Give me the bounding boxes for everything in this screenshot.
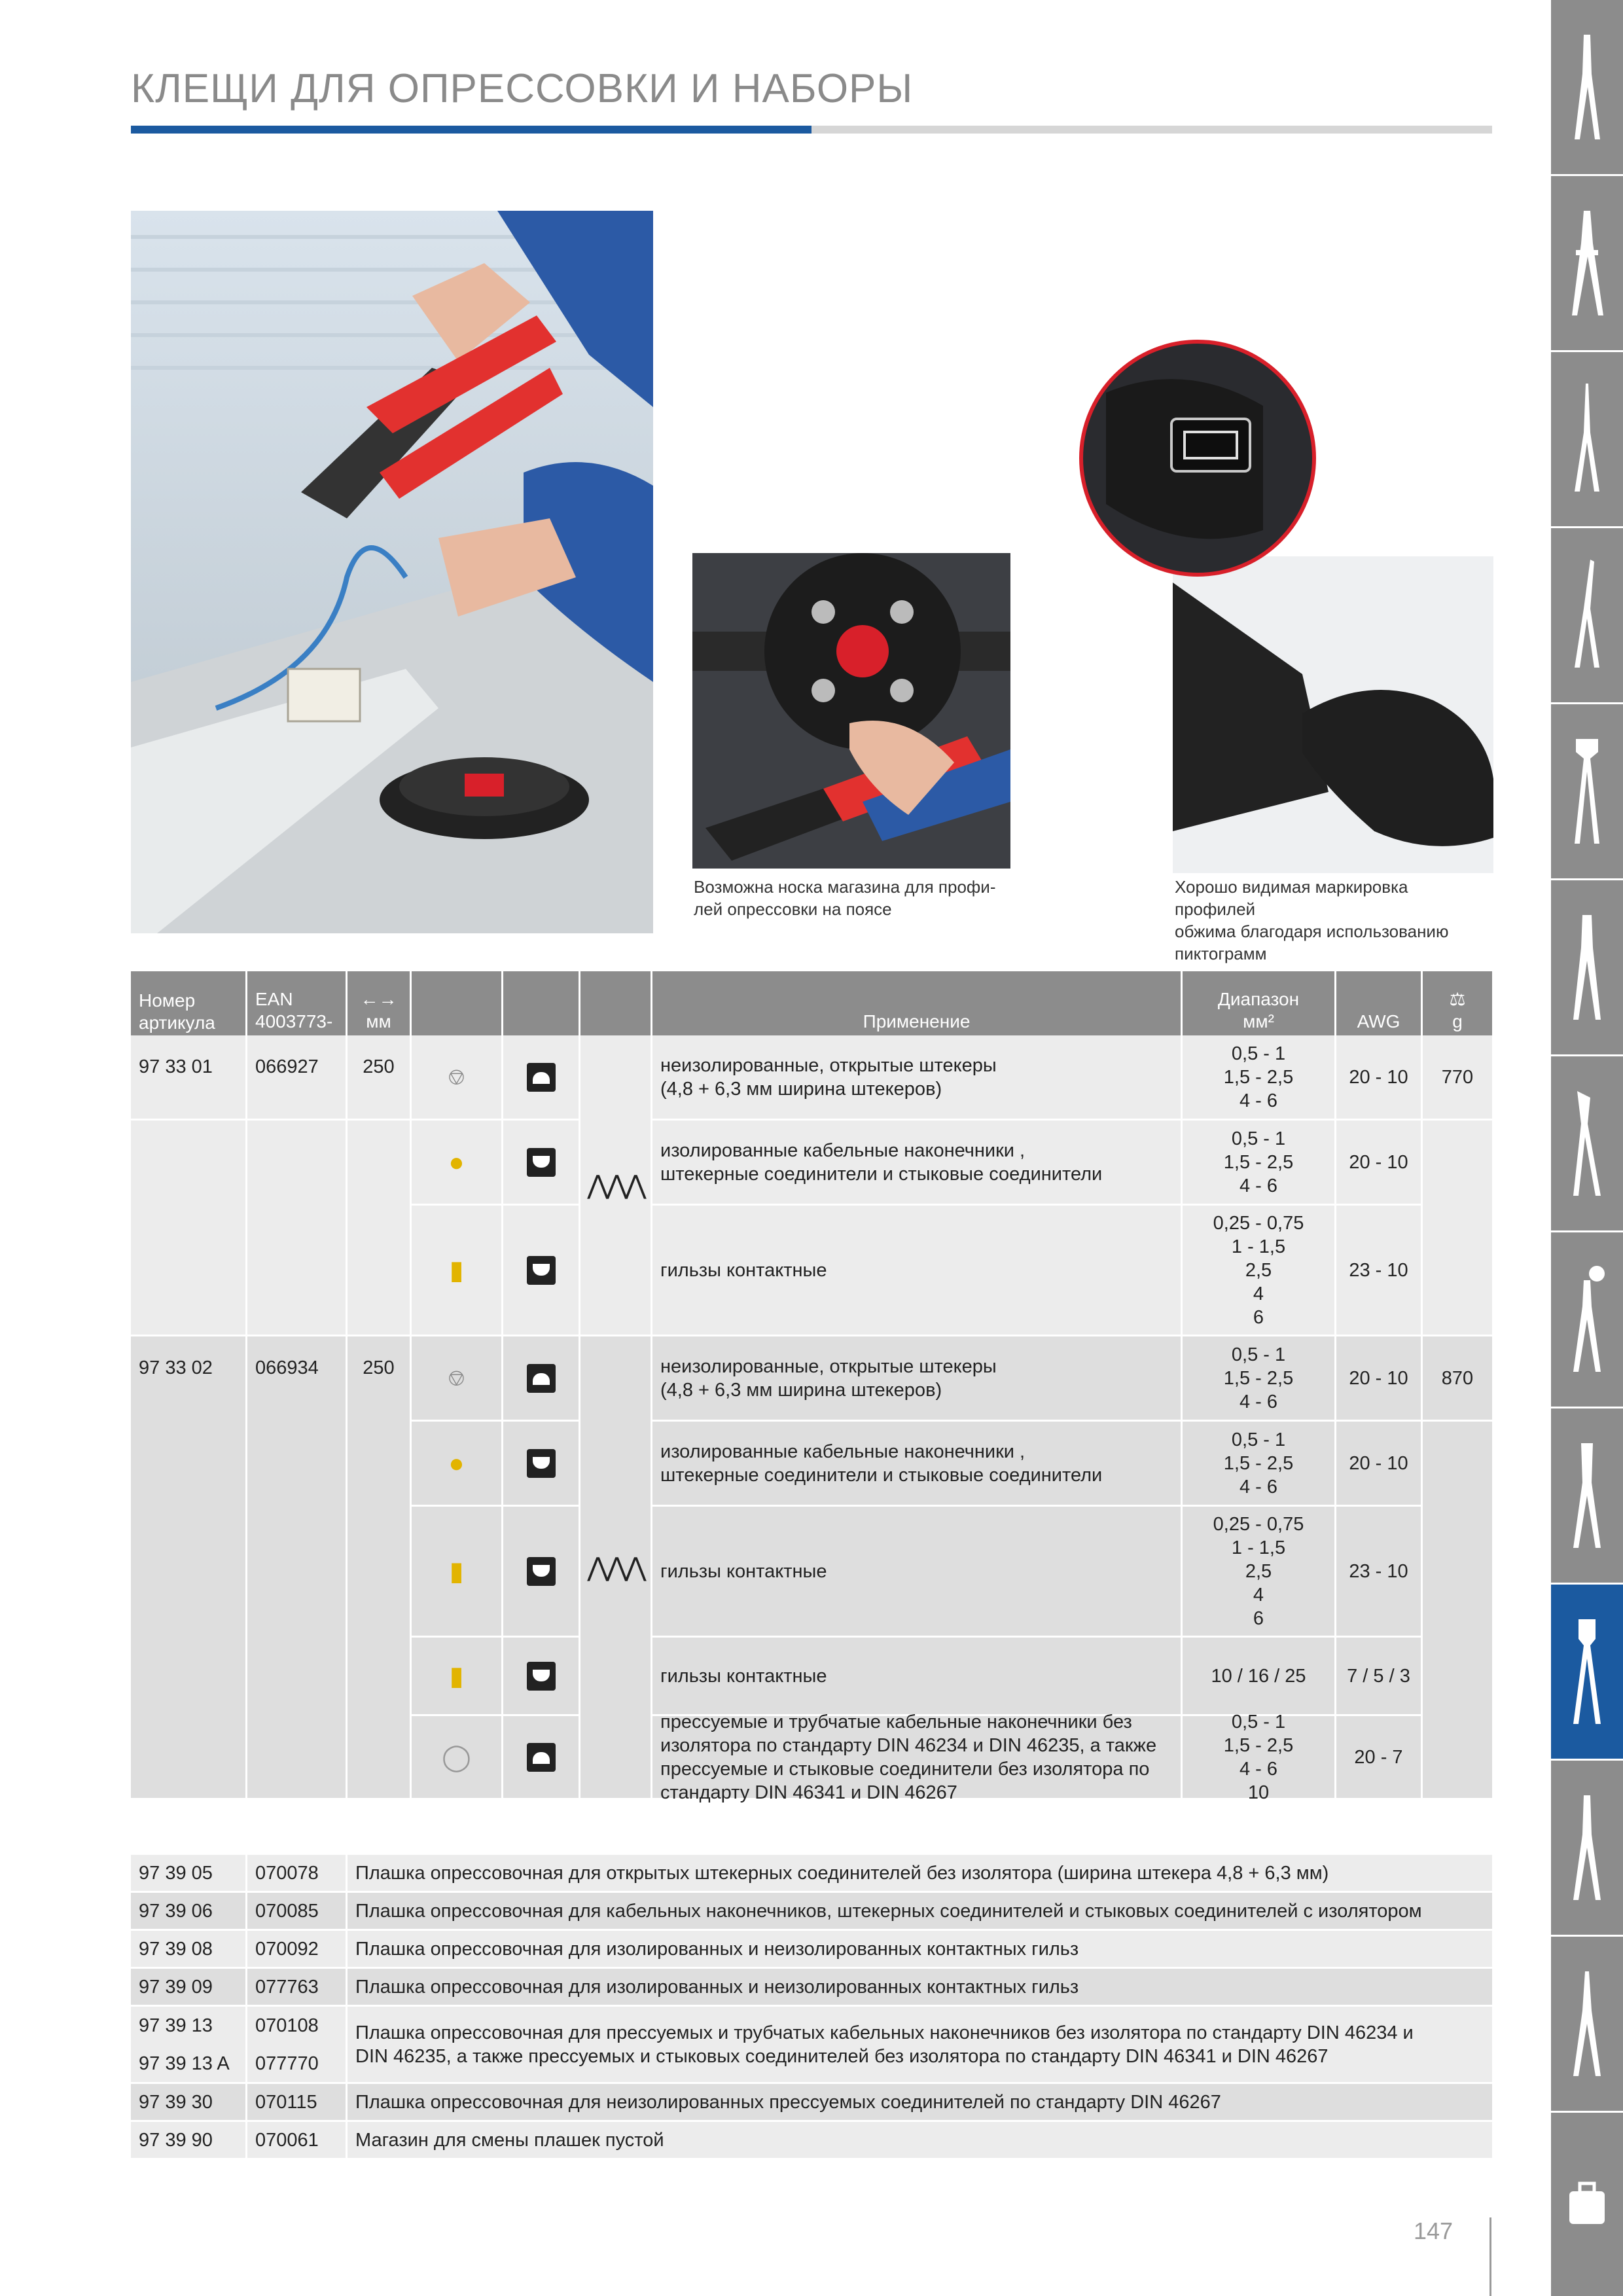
- belt-photo: [692, 553, 1010, 869]
- tab-special-pliers[interactable]: [1551, 1232, 1623, 1407]
- weight-blank: [1423, 1422, 1492, 1800]
- range-cell: 0,25 - 0,75 1 - 1,5 2,5 4 6: [1183, 1206, 1336, 1336]
- weight-cell: 770: [1423, 1035, 1492, 1121]
- application-cell: неизолированные, открытые штекеры (4,8 + 6,3 мм ширина штекеров): [652, 1336, 1183, 1422]
- crimp-profile-icon: [527, 1364, 556, 1393]
- zigzag-icon: ⋀⋀⋀: [587, 1170, 644, 1200]
- tool-case-icon: [1564, 2145, 1610, 2263]
- special-pliers-icon: [1564, 1261, 1610, 1378]
- end-cutter-icon: [1564, 732, 1610, 850]
- profile-cell: [503, 1638, 580, 1716]
- terminal-image: [412, 1507, 503, 1638]
- terminal-image: [412, 1638, 503, 1716]
- profile-cell: [503, 1716, 580, 1800]
- acc-ean: 070061: [247, 2122, 348, 2160]
- page-title: КЛЕЩИ ДЛЯ ОПРЕССОВКИ И НАБОРЫ: [131, 66, 914, 111]
- header-ean: EAN 4003773-: [247, 971, 348, 1035]
- tab-combination-pliers[interactable]: [1551, 0, 1623, 174]
- awg-cell: 20 - 10: [1336, 1121, 1423, 1206]
- ferrule-icon: ▮: [449, 1255, 464, 1285]
- tube-pliers-icon: [1564, 1789, 1610, 1907]
- cable-cutter-icon: [1564, 1437, 1610, 1554]
- acc-article: 97 39 09: [131, 1969, 247, 2007]
- product-length-blank: [348, 1121, 412, 1336]
- terminal-image: [412, 1716, 503, 1800]
- product-length: 250: [348, 1336, 412, 1800]
- crimp-profile-icon: [527, 1662, 556, 1691]
- awg-cell: 20 - 7: [1336, 1716, 1423, 1800]
- ferrule-icon: ▮: [449, 1556, 464, 1586]
- zigzag-icon: ⋀⋀⋀: [587, 1552, 644, 1583]
- crimp-profile-icon: [527, 1148, 556, 1177]
- acc-description: Плашка опрессовочная для прессуемых и трубчатых кабельных наконечников без изолятора по стандарту DIN 46234 и DIN 46235, а также прессуемых и стыковых соединителей без изолятора по стандарту DIN 46341 и DIN 46267: [348, 2007, 1492, 2084]
- range-cell: 0,5 - 1 1,5 - 2,5 4 - 6: [1183, 1035, 1336, 1121]
- product-article: 97 33 02: [131, 1336, 247, 1800]
- acc-article: 97 39 30: [131, 2084, 247, 2122]
- length-arrow-icon: ←→: [360, 989, 397, 1009]
- table-row: [131, 1931, 1492, 1969]
- page-number: 147: [1414, 2217, 1454, 2244]
- page-number-rule: [1489, 2217, 1491, 2296]
- profile-cell: [503, 1336, 580, 1422]
- range-cell: 0,5 - 1 1,5 - 2,5 4 - 6: [1183, 1121, 1336, 1206]
- weight-blank: [1423, 1121, 1492, 1336]
- header-length: ←→ мм: [348, 971, 412, 1035]
- product-ean: 066927: [247, 1035, 348, 1121]
- range-cell: 0,5 - 1 1,5 - 2,5 4 - 6: [1183, 1422, 1336, 1507]
- profile-cell: [503, 1422, 580, 1507]
- table-row: [131, 1855, 1492, 1893]
- tab-diagonal-cutters[interactable]: [1551, 880, 1623, 1054]
- product-ean: 066934: [247, 1336, 348, 1800]
- ferrule-icon: ▮: [449, 1661, 464, 1691]
- bent-nose-pliers-icon: [1564, 556, 1610, 674]
- header-die: [580, 971, 652, 1035]
- tab-wire-strippers[interactable]: [1551, 176, 1623, 350]
- profile-cell: [503, 1206, 580, 1336]
- insulated-lug-icon: ●: [448, 1448, 465, 1478]
- range-cell: 0,5 - 1 1,5 - 2,5 4 - 6: [1183, 1336, 1336, 1422]
- application-cell: гильзы контактные: [652, 1206, 1183, 1336]
- tab-long-nose-pliers[interactable]: [1551, 352, 1623, 526]
- tab-water-pump-pliers[interactable]: [1551, 1056, 1623, 1230]
- table-row: [131, 2084, 1492, 2122]
- header-article: Номер артикула: [131, 971, 247, 1035]
- pliers-icon: [1564, 28, 1610, 146]
- terminal-image: [412, 1206, 503, 1336]
- table-header: [131, 971, 1492, 1035]
- acc-description: Плашка опрессовочная для кабельных наконечников, штекерных соединителей и стыковых соединителей с изолятором: [348, 1893, 1492, 1931]
- header-image: [412, 971, 503, 1035]
- application-cell: гильзы контактные: [652, 1638, 1183, 1716]
- acc-ean: 070092: [247, 1931, 348, 1969]
- product-length: 250: [348, 1035, 412, 1121]
- header-application: Применение: [652, 971, 1183, 1035]
- scale-icon: ⚖: [1449, 989, 1466, 1009]
- acc-ean: 077763: [247, 1969, 348, 2007]
- acc-ean: 070115: [247, 2084, 348, 2122]
- tab-tube-pliers[interactable]: [1551, 1761, 1623, 1935]
- weight-cell: 870: [1423, 1336, 1492, 1422]
- awg-cell: 20 - 10: [1336, 1035, 1423, 1121]
- terminal-image: [412, 1121, 503, 1206]
- awg-cell: 23 - 10: [1336, 1206, 1423, 1336]
- main-photo: [131, 211, 653, 933]
- stripper-icon: [1564, 204, 1610, 322]
- acc-ean: 070108 077770: [247, 2007, 348, 2084]
- acc-description: Плашка опрессовочная для изолированных и неизолированных контактных гильз: [348, 1969, 1492, 2007]
- header-weight: ⚖ g: [1449, 989, 1466, 1031]
- crimp-profile-icon: [527, 1256, 556, 1285]
- crimp-profile-icon: [527, 1743, 556, 1772]
- die-cell: [580, 1336, 652, 1800]
- long-nose-pliers-icon: [1564, 380, 1610, 498]
- belt-caption: Возможна носка магазина для профи- лей опрессовки на поясе: [694, 877, 996, 919]
- acc-article: 97 39 05: [131, 1855, 247, 1893]
- acc-article: 97 39 08: [131, 1931, 247, 1969]
- awg-cell: 23 - 10: [1336, 1507, 1423, 1638]
- terminal-image: [412, 1336, 503, 1422]
- tab-tool-cases[interactable]: [1551, 2113, 1623, 2296]
- awg-cell: 20 - 10: [1336, 1336, 1423, 1422]
- application-cell: прессуемые и трубчатые кабельные наконечники без изолятора по стандарту DIN 46234 и DIN 46235, а также прессуемые и стыковые соединители без изолятора по стандарту DIN 46341 и DIN 46267: [652, 1716, 1183, 1800]
- acc-article: 97 39 90: [131, 2122, 247, 2160]
- product-ean-blank: [131, 1121, 247, 1336]
- water-pump-pliers-icon: [1564, 1085, 1610, 1202]
- application-cell: изолированные кабельные наконечники , штекерные соединители и стыковые соединители: [652, 1422, 1183, 1507]
- range-cell: 10 / 16 / 25: [1183, 1638, 1336, 1716]
- table-row: [131, 2122, 1492, 2160]
- circlip-pliers-icon: [1564, 1965, 1610, 2083]
- crimp-profile-icon: [527, 1557, 556, 1586]
- table-row: [131, 2007, 1492, 2084]
- awg-cell: 20 - 10: [1336, 1422, 1423, 1507]
- crimp-profile-icon: [527, 1063, 556, 1092]
- acc-description: Плашка опрессовочная для неизолированных прессуемых соединителей по стандарту DIN 46267: [348, 2084, 1492, 2122]
- tab-crimping-pliers[interactable]: [1551, 1585, 1623, 1759]
- acc-article: 97 39 13 97 39 13 A: [131, 2007, 247, 2084]
- marking-photo: [1067, 334, 1493, 873]
- terminal-image: [412, 1035, 503, 1121]
- open-plug-icon: ⎊: [447, 1064, 466, 1090]
- application-cell: гильзы контактные: [652, 1507, 1183, 1638]
- crimping-pliers-icon: [1564, 1613, 1610, 1731]
- header-awg: AWG: [1336, 971, 1423, 1035]
- product-article: 97 33 01: [131, 1035, 247, 1121]
- table-row: [131, 1969, 1492, 2007]
- product-ean-blank: [247, 1121, 348, 1336]
- profile-cell: [503, 1507, 580, 1638]
- acc-ean: 070085: [247, 1893, 348, 1931]
- tube-lug-icon: ◯: [442, 1742, 471, 1772]
- tab-bent-nose-pliers[interactable]: [1551, 528, 1623, 702]
- tab-circlip-pliers[interactable]: [1551, 1937, 1623, 2111]
- range-cell: 0,25 - 0,75 1 - 1,5 2,5 4 6: [1183, 1507, 1336, 1638]
- acc-article: 97 39 06: [131, 1893, 247, 1931]
- category-tabs: [1551, 0, 1623, 2296]
- acc-ean: 070078: [247, 1855, 348, 1893]
- terminal-image: [412, 1422, 503, 1507]
- diagonal-cutter-icon: [1564, 908, 1610, 1026]
- acc-description: Магазин для смены плашек пустой: [348, 2122, 1492, 2160]
- header-range: Диапазон мм²: [1183, 971, 1336, 1035]
- application-cell: изолированные кабельные наконечники , штекерные соединители и стыковые соединители: [652, 1121, 1183, 1206]
- application-cell: неизолированные, открытые штекеры (4,8 + 6,3 мм ширина штекеров): [652, 1035, 1183, 1121]
- title-rule-accent: [131, 126, 812, 134]
- header-profile: [503, 971, 580, 1035]
- title-rule: [131, 126, 1492, 134]
- insulated-lug-icon: ●: [448, 1147, 465, 1177]
- profile-cell: [503, 1121, 580, 1206]
- tab-cable-cutters[interactable]: [1551, 1408, 1623, 1583]
- range-cell: 0,5 - 1 1,5 - 2,5 4 - 6 10: [1183, 1716, 1336, 1800]
- die-cell: [580, 1035, 652, 1336]
- awg-cell: 7 / 5 / 3: [1336, 1638, 1423, 1716]
- crimp-profile-icon: [527, 1449, 556, 1478]
- profile-cell: [503, 1035, 580, 1121]
- marking-caption: Хорошо видимая маркировка профилей обжима благодаря использованию пиктограмм: [1175, 877, 1449, 963]
- table-row: [131, 1893, 1492, 1931]
- acc-description: Плашка опрессовочная для открытых штекерных соединителей без изолятора (ширина штекера 4,8 + 6,3 мм): [348, 1855, 1492, 1893]
- acc-description: Плашка опрессовочная для изолированных и неизолированных контактных гильз: [348, 1931, 1492, 1969]
- tab-end-cutters[interactable]: [1551, 704, 1623, 878]
- open-plug-icon: ⎊: [447, 1365, 466, 1391]
